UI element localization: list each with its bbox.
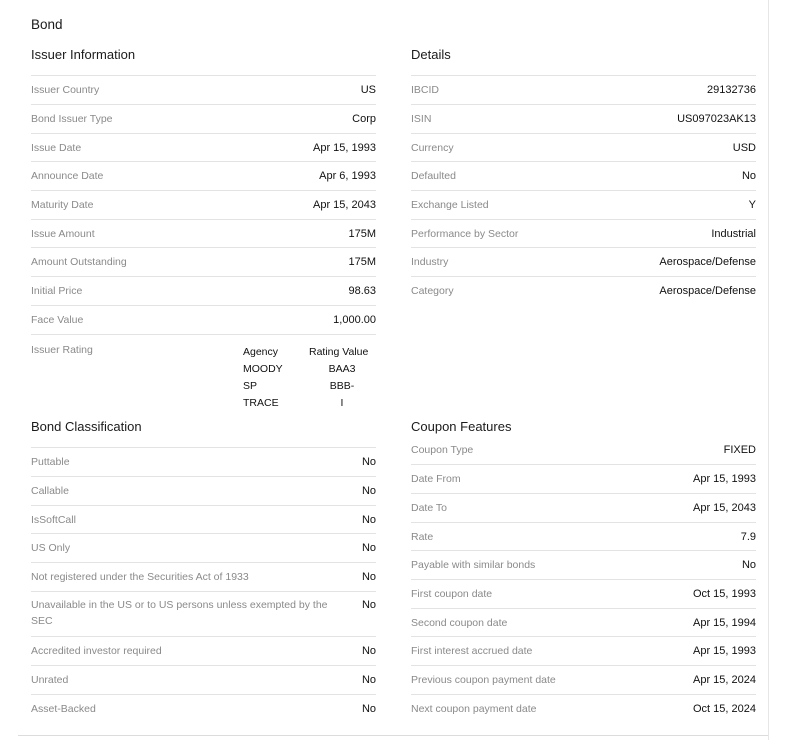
row-label: Performance by Sector <box>411 227 519 240</box>
coupon-features-table <box>411 436 756 723</box>
row-label: Accredited investor required <box>31 645 162 657</box>
row-value: No <box>741 559 756 571</box>
row-label: First coupon date <box>411 588 493 600</box>
table-row <box>31 190 376 219</box>
row-value: No <box>361 485 376 497</box>
row-value: Apr 15, 1993 <box>693 645 756 657</box>
table-row <box>31 562 376 591</box>
row-label: Previous coupon payment date <box>411 674 556 686</box>
rating-value-header: Rating Value <box>309 346 369 358</box>
table-row <box>411 522 756 550</box>
row-label: Puttable <box>31 456 70 468</box>
row-label: Defaulted <box>411 170 456 182</box>
row-value: Aerospace/Defense <box>659 256 756 268</box>
table-row <box>31 665 376 694</box>
table-row <box>411 75 756 104</box>
row-value: No <box>361 703 376 715</box>
agency-name: SP <box>243 380 258 392</box>
row-label: Amount Outstanding <box>31 256 127 268</box>
row-value: 175M <box>348 256 376 268</box>
row-label: Next coupon payment date <box>411 703 537 715</box>
row-label: US Only <box>31 542 71 554</box>
row-value: 98.63 <box>348 285 376 297</box>
bond-classification-table <box>31 447 376 723</box>
table-row <box>411 247 756 276</box>
row-label: Callable <box>31 485 69 497</box>
table-row <box>31 247 376 276</box>
row-label: Exchange Listed <box>411 199 489 211</box>
right-divider <box>768 0 769 740</box>
table-row <box>411 104 756 133</box>
row-label: Date To <box>411 502 447 514</box>
row-label: Rate <box>411 530 434 543</box>
row-value: Apr 15, 1993 <box>693 473 756 485</box>
table-row <box>411 464 756 493</box>
row-value: No <box>741 170 756 182</box>
row-label: ISIN <box>411 113 432 125</box>
table-row <box>31 75 376 104</box>
table-row <box>411 636 756 665</box>
row-label: Issue Date <box>31 141 82 154</box>
table-row <box>411 161 756 190</box>
row-value: Industrial <box>711 227 756 240</box>
table-row <box>411 550 756 579</box>
row-value: No <box>361 542 376 554</box>
table-row <box>411 665 756 694</box>
row-value: No <box>361 645 376 657</box>
row-value: Apr 15, 1994 <box>693 616 756 629</box>
row-label: Asset-Backed <box>31 703 96 715</box>
table-row <box>31 591 376 636</box>
row-value: USD <box>732 141 756 154</box>
agency-column <box>243 344 303 412</box>
table-row <box>411 276 756 305</box>
rating-value: I <box>340 397 344 409</box>
row-label: Coupon Type <box>411 444 474 456</box>
table-row <box>31 476 376 505</box>
details-table <box>411 75 756 305</box>
bottom-divider <box>18 735 768 736</box>
row-value: Apr 15, 2043 <box>313 199 376 211</box>
row-label: Second coupon date <box>411 616 508 629</box>
row-value: No <box>361 599 376 611</box>
page-title: Bond <box>31 17 63 32</box>
row-value: Oct 15, 2024 <box>693 703 756 715</box>
row-label: Unavailable in the US or to US persons unless exempted by the SEC <box>31 599 328 627</box>
row-value: Apr 15, 1993 <box>313 141 376 154</box>
table-row <box>411 436 756 464</box>
table-row <box>31 133 376 161</box>
rating-value: BAA3 <box>328 363 356 375</box>
table-row <box>31 305 376 334</box>
row-value: Aerospace/Defense <box>659 285 756 297</box>
row-value: Y <box>748 199 756 211</box>
row-label: Industry <box>411 256 449 268</box>
table-row <box>411 608 756 636</box>
table-row <box>31 104 376 133</box>
row-value: 7.9 <box>740 530 756 543</box>
issuer-rating-row <box>31 334 376 408</box>
row-label: Unrated <box>31 674 69 686</box>
table-row <box>31 533 376 562</box>
coupon-features-title: Coupon Features <box>411 419 512 434</box>
agency-header: Agency <box>243 346 279 358</box>
issuer-information-table <box>31 75 376 408</box>
table-row <box>411 133 756 161</box>
row-label: Category <box>411 285 454 297</box>
row-label: Announce Date <box>31 170 104 182</box>
row-value: FIXED <box>723 444 756 456</box>
row-value: Apr 6, 1993 <box>319 170 376 182</box>
table-row <box>31 219 376 247</box>
row-value: No <box>361 571 376 583</box>
table-row <box>31 636 376 665</box>
row-label: IBCID <box>411 84 440 96</box>
rating-value: BBB- <box>329 380 355 392</box>
row-value: 175M <box>348 227 376 240</box>
table-row <box>411 694 756 723</box>
row-value: No <box>361 456 376 468</box>
bond-classification-title: Bond Classification <box>31 419 142 434</box>
row-label: Payable with similar bonds <box>411 559 536 571</box>
table-row <box>31 694 376 723</box>
row-label: First interest accrued date <box>411 645 533 657</box>
table-row <box>411 579 756 608</box>
row-label: Issue Amount <box>31 227 95 240</box>
row-label: Bond Issuer Type <box>31 113 113 125</box>
row-label: Currency <box>411 141 454 154</box>
table-row <box>31 447 376 476</box>
row-label: Not registered under the Securities Act of 1933 <box>31 571 249 583</box>
row-value: Corp <box>352 113 376 125</box>
row-label: Issuer Country <box>31 84 100 96</box>
issuer-information-title: Issuer Information <box>31 47 136 62</box>
agency-name: TRACE <box>243 397 279 409</box>
row-value: US097023AK13 <box>677 113 756 125</box>
row-value: 1,000.00 <box>333 314 376 326</box>
row-label: Face Value <box>31 314 84 326</box>
table-row <box>31 505 376 533</box>
table-row <box>411 219 756 247</box>
details-title: Details <box>411 47 451 62</box>
row-label: Date From <box>411 473 461 485</box>
row-label: Initial Price <box>31 285 83 297</box>
table-row <box>411 190 756 219</box>
row-value: No <box>361 513 376 526</box>
row-label: Maturity Date <box>31 199 94 211</box>
row-value: No <box>361 674 376 686</box>
issuer-rating-label: Issuer Rating <box>31 344 93 356</box>
rating-value-column <box>309 344 389 412</box>
row-value: Oct 15, 1993 <box>693 588 756 600</box>
row-value: Apr 15, 2024 <box>693 674 756 686</box>
table-row <box>31 276 376 305</box>
table-row <box>411 493 756 522</box>
row-value: 29132736 <box>707 84 756 96</box>
row-label: IsSoftCall <box>31 513 76 526</box>
row-value: US <box>360 84 376 96</box>
agency-name: MOODY <box>243 363 283 375</box>
table-row <box>31 161 376 190</box>
row-value: Apr 15, 2043 <box>693 502 756 514</box>
